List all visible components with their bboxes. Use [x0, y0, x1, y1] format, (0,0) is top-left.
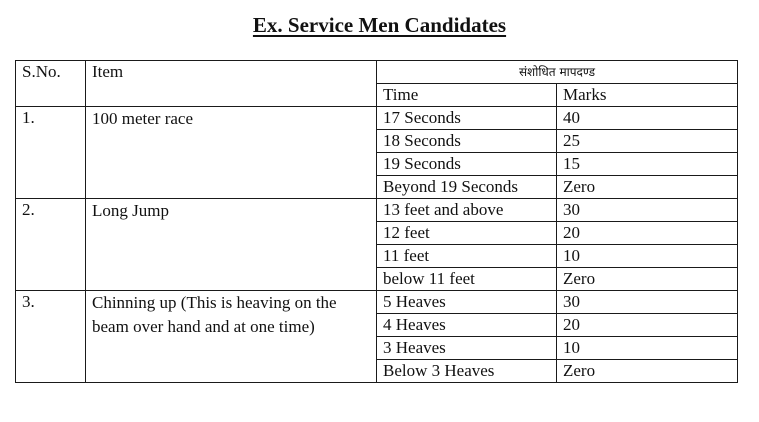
table-row: [16, 291, 738, 314]
marks-table: [15, 60, 738, 383]
marks-cell: 10: [557, 245, 738, 268]
time-cell: below 11 feet: [377, 268, 557, 291]
time-cell: 17 Seconds: [377, 107, 557, 130]
marks-cell: 10: [557, 337, 738, 360]
table-row: [16, 107, 738, 130]
time-cell: Beyond 19 Seconds: [377, 176, 557, 199]
item-cell: Long Jump: [86, 199, 377, 291]
marks-cell: 20: [557, 314, 738, 337]
item-cell: 100 meter race: [86, 107, 377, 199]
marks-cell: Zero: [557, 360, 738, 383]
time-cell: Below 3 Heaves: [377, 360, 557, 383]
sno-header: S.No.: [16, 61, 86, 107]
header-row: [16, 61, 738, 84]
time-cell: 5 Heaves: [377, 291, 557, 314]
marks-cell: 25: [557, 130, 738, 153]
table-row: [16, 199, 738, 222]
time-cell: 13 feet and above: [377, 199, 557, 222]
page-title: Ex. Service Men Candidates: [252, 13, 507, 37]
time-cell: 4 Heaves: [377, 314, 557, 337]
sno-cell: 1.: [16, 107, 86, 199]
time-cell: 11 feet: [377, 245, 557, 268]
marks-cell: Zero: [557, 268, 738, 291]
marks-cell: 30: [557, 291, 738, 314]
time-cell: 12 feet: [377, 222, 557, 245]
marks-cell: 30: [557, 199, 738, 222]
sno-cell: 2.: [16, 199, 86, 291]
time-cell: 18 Seconds: [377, 130, 557, 153]
marks-cell: 40: [557, 107, 738, 130]
time-cell: 19 Seconds: [377, 153, 557, 176]
sno-cell: 3.: [16, 291, 86, 383]
item-header: Item: [86, 61, 377, 107]
marks-cell: Zero: [557, 176, 738, 199]
revised-criteria-header: संशोधित मापदण्ड: [377, 61, 738, 84]
marks-header: Marks: [557, 84, 738, 107]
time-header: Time: [377, 84, 557, 107]
time-cell: 3 Heaves: [377, 337, 557, 360]
marks-cell: 15: [557, 153, 738, 176]
item-cell: Chinning up (This is heaving on the beam over hand and at one time): [86, 291, 377, 383]
marks-cell: 20: [557, 222, 738, 245]
